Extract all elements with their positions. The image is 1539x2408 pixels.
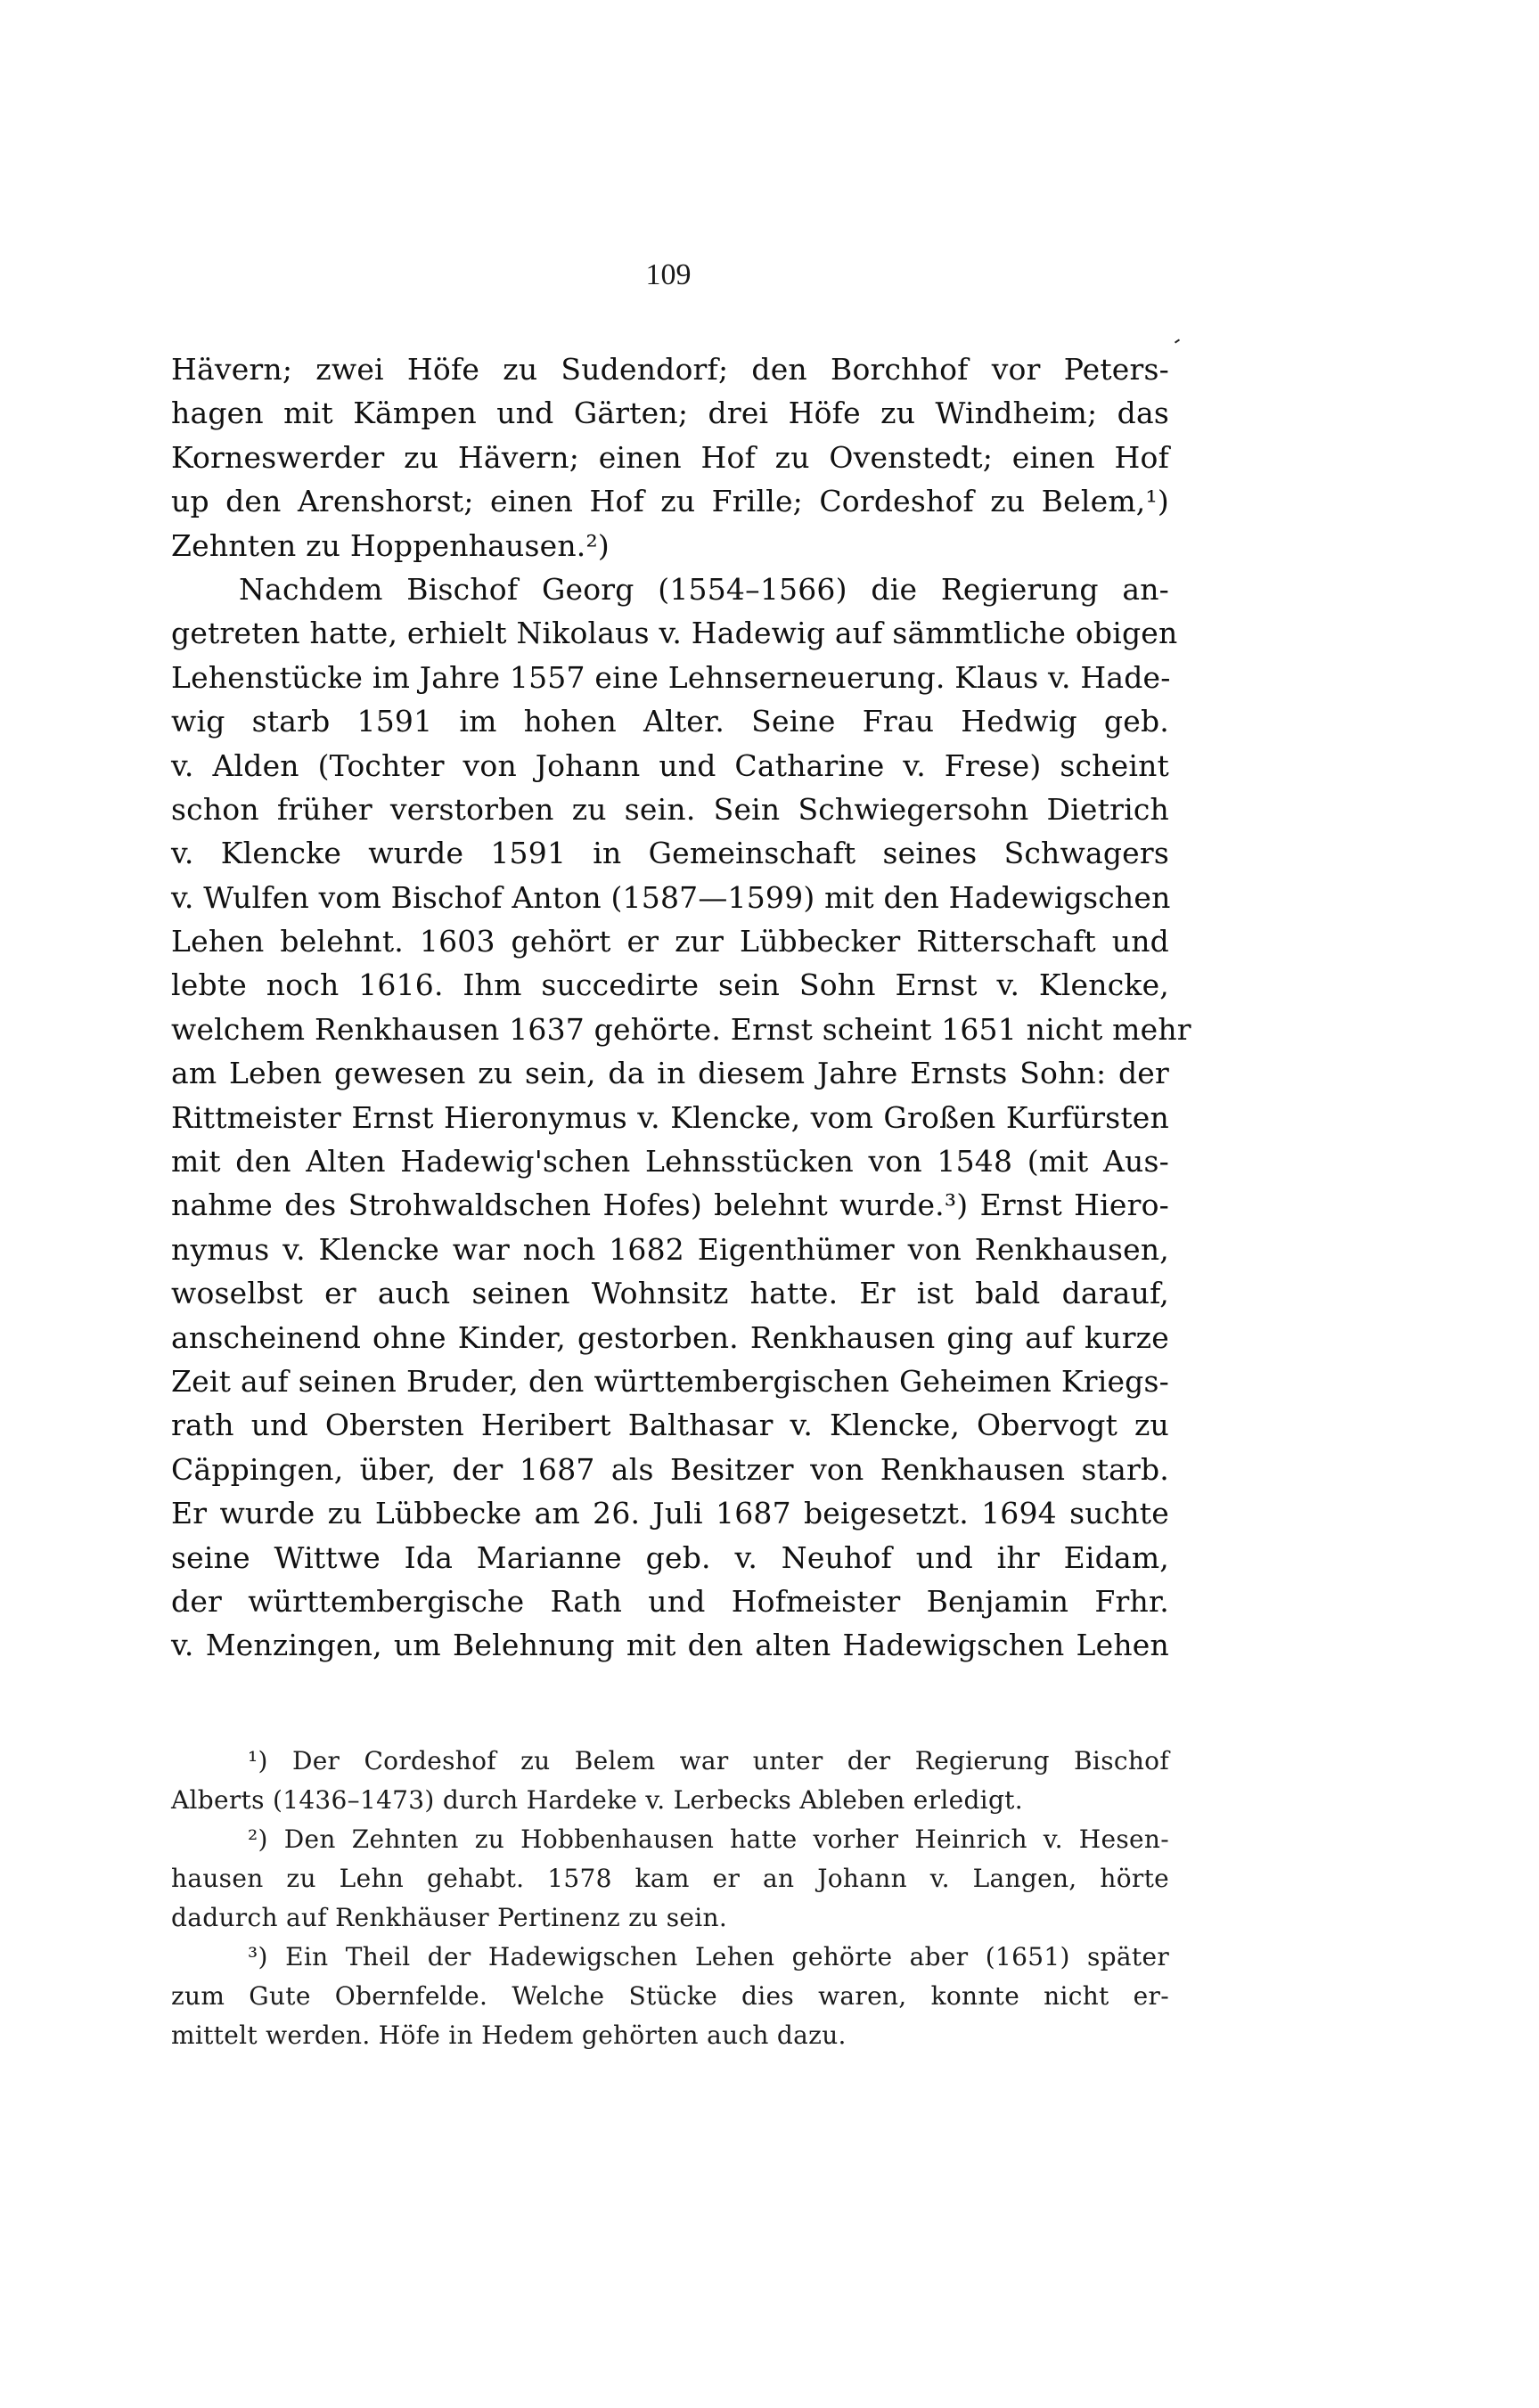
- footnote-line: ²) Den Zehnten zu Hobbenhausen hatte vorher Heinrich v. Hesen-: [248, 1824, 1169, 1854]
- footnote-line: mittelt werden. Höfe in Hedem gehörten auch dazu.: [171, 2020, 847, 2050]
- body-text-line: nymus v. Klencke war noch 1682 Eigenthümer von Renkhausen,: [171, 1231, 1169, 1267]
- body-text-line: mit den Alten Hadewig'schen Lehnsstücken von 1548 (mit Aus-: [171, 1144, 1169, 1180]
- body-text: [171, 347, 1191, 1668]
- scan-artifact-mark: [1175, 339, 1180, 343]
- body-text-line: woselbst er auch seinen Wohnsitz hatte. Er ist bald darauf,: [171, 1276, 1169, 1311]
- footnote-line: ¹) Der Cordeshof zu Belem war unter der Regierung Bischof: [248, 1746, 1169, 1775]
- footnote-line: zum Gute Obernfelde. Welche Stücke dies waren, konnte nicht er-: [171, 1981, 1169, 2011]
- body-text-line: am Leben gewesen zu sein, da in diesem Jahre Ernsts Sohn: der: [171, 1056, 1169, 1091]
- body-text-line: Zeit auf seinen Bruder, den württembergischen Geheimen Kriegs-: [171, 1363, 1169, 1399]
- body-text-line: Cäppingen, über, der 1687 als Besitzer von Renkhausen starb.: [171, 1451, 1169, 1487]
- body-text-line: getreten hatte, erhielt Nikolaus v. Hadewig auf sämmtliche obigen: [171, 616, 1178, 651]
- body-text-line: nahme des Strohwaldschen Hofes) belehnt wurde.³) Ernst Hiero-: [171, 1188, 1169, 1223]
- body-text-line: v. Alden (Tochter von Johann und Catharine v. Frese) scheint: [171, 747, 1169, 783]
- body-text-line: rath und Obersten Heribert Balthasar v. Klencke, Obervogt zu: [171, 1408, 1169, 1443]
- body-text-line: Er wurde zu Lübbecke am 26. Juli 1687 beigesetzt. 1694 suchte: [171, 1496, 1169, 1531]
- footnote-line: ³) Ein Theil der Hadewigschen Lehen gehörte aber (1651) später: [248, 1942, 1169, 1971]
- body-text-line: Zehnten zu Hoppenhausen.²): [171, 527, 610, 563]
- body-text-line: seine Wittwe Ida Marianne geb. v. Neuhof und ihr Eidam,: [171, 1539, 1169, 1575]
- footnotes: [171, 1742, 1169, 2055]
- footnote-line: Alberts (1436–1473) durch Hardeke v. Lerbecks Ableben erledigt.: [171, 1785, 1023, 1815]
- body-text-line: anscheinend ohne Kinder, gestorben. Renkhausen ging auf kurze: [171, 1319, 1169, 1355]
- body-text-line: schon früher verstorben zu sein. Sein Schwiegersohn Dietrich: [171, 791, 1169, 827]
- body-text-line: v. Menzingen, um Belehnung mit den alten Hadewigschen Lehen: [171, 1628, 1169, 1663]
- body-text-line: Lehenstücke im Jahre 1557 eine Lehnserneuerung. Klaus v. Hade-: [171, 659, 1171, 695]
- footnote-line: dadurch auf Renkhäuser Pertinenz zu sein.: [171, 1903, 728, 1932]
- footnote-line: hausen zu Lehn gehabt. 1578 kam er an Johann v. Langen, hörte: [171, 1864, 1169, 1893]
- body-text-line: welchem Renkhausen 1637 gehörte. Ernst scheint 1651 nicht mehr: [171, 1011, 1191, 1047]
- page-number: 109: [645, 258, 692, 291]
- body-text-line: Hävern; zwei Höfe zu Sudendorf; den Borchhof vor Peters-: [171, 352, 1169, 387]
- body-text-line: hagen mit Kämpen und Gärten; drei Höfe zu Windheim; das: [171, 396, 1169, 431]
- body-text-line: v. Klencke wurde 1591 in Gemeinschaft seines Schwagers: [171, 836, 1169, 871]
- body-text-line: Nachdem Bischof Georg (1554–1566) die Regierung an-: [239, 571, 1169, 607]
- body-text-line: der württembergische Rath und Hofmeister Benjamin Frhr.: [171, 1583, 1169, 1619]
- body-text-line: Rittmeister Ernst Hieronymus v. Klencke, vom Großen Kurfürsten: [171, 1099, 1169, 1135]
- body-text-line: wig starb 1591 im hohen Alter. Seine Frau Hedwig geb.: [171, 704, 1169, 739]
- body-text-line: v. Wulfen vom Bischof Anton (1587—1599) mit den Hadewigschen: [171, 879, 1171, 915]
- body-text-line: up den Arenshorst; einen Hof zu Frille; Cordeshof zu Belem,¹): [171, 484, 1169, 519]
- body-text-line: Lehen belehnt. 1603 gehört er zur Lübbecker Ritterschaft und: [171, 924, 1169, 959]
- body-text-line: lebte noch 1616. Ihm succedirte sein Sohn Ernst v. Klencke,: [171, 967, 1169, 1003]
- body-text-line: Korneswerder zu Hävern; einen Hof zu Ovenstedt; einen Hof: [171, 439, 1169, 475]
